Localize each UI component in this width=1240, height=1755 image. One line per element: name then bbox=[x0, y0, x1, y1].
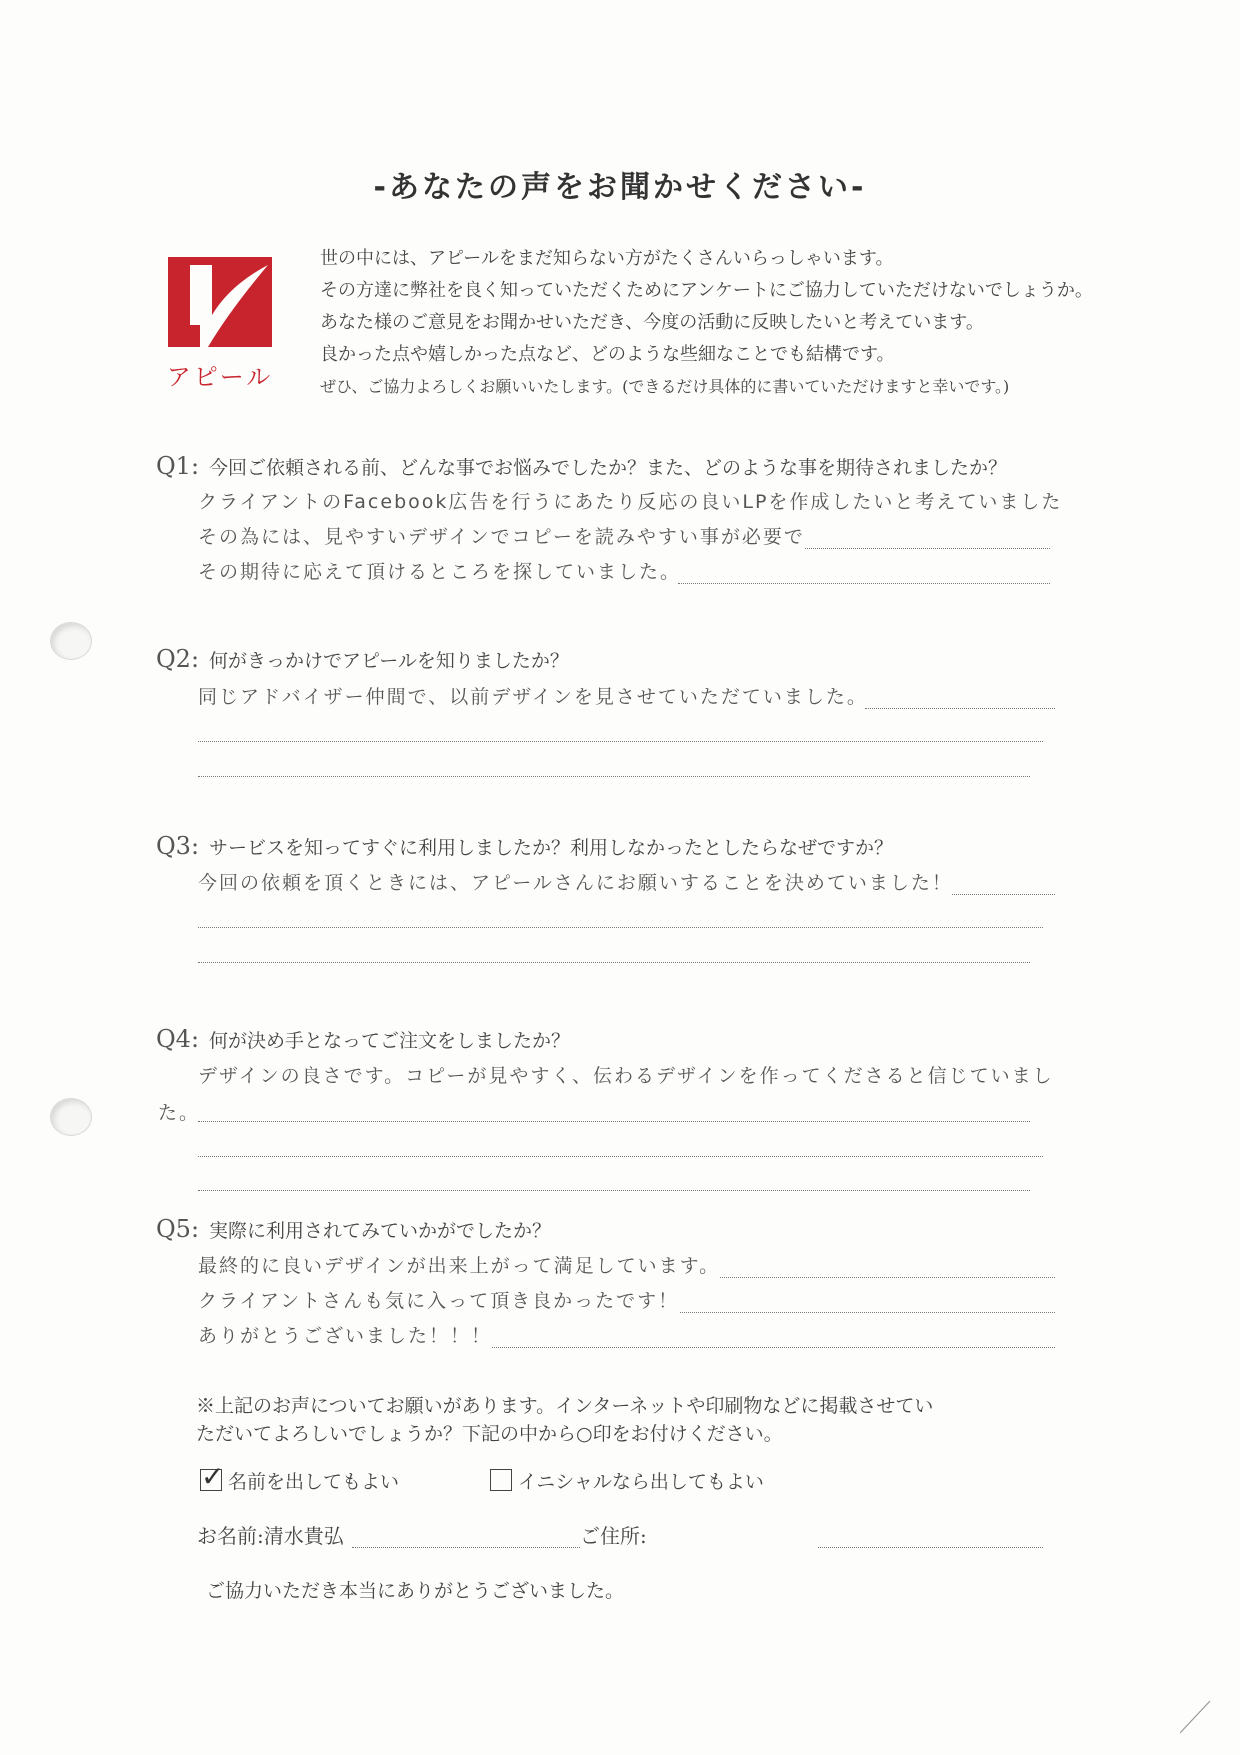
logo-mark-icon bbox=[160, 255, 280, 355]
checkbox-unchecked[interactable] bbox=[490, 1469, 512, 1491]
option-show-initials[interactable] bbox=[490, 1467, 764, 1494]
question-4 bbox=[156, 1025, 570, 1053]
question-5 bbox=[156, 1215, 551, 1243]
question-label: Q3: bbox=[156, 832, 200, 860]
option-label: イニシャルなら出してもよい bbox=[518, 1471, 764, 1493]
answer-underline bbox=[680, 1312, 1055, 1313]
page-corner-icon bbox=[1180, 1695, 1220, 1735]
answer-underline bbox=[198, 1121, 1030, 1122]
question-label: Q5: bbox=[156, 1215, 200, 1243]
answer-underline bbox=[198, 1156, 1043, 1157]
intro-line: あなた様のご意見をお聞かせいただき、今度の活動に反映したいと考えています。 bbox=[320, 312, 984, 333]
answer-line: その期待に応えて頂けるところを探していました。 bbox=[198, 561, 682, 583]
answer-line: 今回の依頼を頂くときには、アピールさんにお願いすることを決めていました！ bbox=[198, 872, 953, 894]
name-label: お名前: bbox=[197, 1524, 264, 1548]
checkbox-checked[interactable] bbox=[200, 1460, 225, 1493]
answer-line: その為には、見やすいデザインでコピーを読みやすい事が必要で bbox=[198, 526, 805, 548]
address-label: ご住所: bbox=[580, 1524, 647, 1548]
option-show-name[interactable] bbox=[200, 1460, 400, 1494]
intro-line: 世の中には、アピールをまだ知らない方がたくさんいらっしゃいます。 bbox=[320, 248, 894, 269]
page-title: -あなたの声をお聞かせください- bbox=[373, 170, 867, 205]
intro-paragraph bbox=[320, 243, 1200, 403]
question-text: 何がきっかけでアピールを知りましたか？ bbox=[209, 650, 569, 672]
answer-line: デザインの良さです。コピーが見やすく、伝わるデザインを作ってくださると信じていまし bbox=[198, 1065, 1054, 1087]
answer-underline bbox=[198, 927, 1043, 928]
question-text: 今回ご依頼される前、どんな事でお悩みでしたか？また、どのような事を期待されましたか？ bbox=[209, 457, 1008, 479]
question-text: サービスを知ってすぐに利用しましたか？利用しなかったとしたらなぜですか？ bbox=[209, 837, 894, 859]
intro-line: その方達に弊社を良く知っていただくためにアンケートにご協力していただけないでしょうか。 bbox=[320, 280, 1093, 301]
question-text: 実際に利用されてみていかがでしたか？ bbox=[209, 1220, 552, 1242]
address-field bbox=[580, 1520, 647, 1549]
note-line: ただいてよろしいでしょうか？下記の中から○印をお付けください。 bbox=[196, 1423, 783, 1445]
option-label: 名前を出してもよい bbox=[228, 1471, 400, 1493]
question-text: 何が決め手となってご注文をしましたか？ bbox=[209, 1030, 571, 1052]
note-line: ※上記のお声についてお願いがあります。インターネットや印刷物などに掲載させてい bbox=[196, 1395, 934, 1417]
question-3 bbox=[156, 832, 893, 860]
intro-line: ぜひ、ご協力よろしくお願いいたします。(できるだけ具体的に書いていただけますと幸いです。) bbox=[320, 377, 1010, 396]
question-2 bbox=[156, 645, 569, 673]
answer-line: た。 bbox=[158, 1102, 201, 1124]
question-label: Q4: bbox=[156, 1025, 200, 1053]
answer-underline bbox=[492, 1347, 1055, 1348]
answer-underline bbox=[678, 583, 1050, 584]
question-1 bbox=[156, 452, 1007, 480]
answer-line: ありがとうございました！！！ bbox=[198, 1325, 493, 1347]
company-logo bbox=[160, 255, 280, 395]
answer-underline bbox=[198, 776, 1030, 777]
punch-hole bbox=[50, 1098, 92, 1136]
name-field bbox=[197, 1520, 344, 1549]
address-underline bbox=[818, 1547, 1043, 1548]
permission-note bbox=[196, 1392, 996, 1448]
answer-underline bbox=[865, 708, 1055, 709]
logo-text: アピール bbox=[166, 363, 274, 391]
answer-underline bbox=[198, 962, 1030, 963]
question-label: Q1: bbox=[156, 452, 200, 480]
answer-line: クライアントのFacebook広告を行うにあたり反応の良いLPを作成したいと考えていました bbox=[198, 491, 1063, 513]
answer-line: 同じアドバイザー仲間で、以前デザインを見させていただていました。 bbox=[198, 686, 868, 708]
intro-line: 良かった点や嬉しかった点など、どのような些細なことでも結構です。 bbox=[320, 344, 895, 365]
answer-line: 最終的に良いデザインが出来上がって満足しています。 bbox=[198, 1255, 721, 1277]
thanks-message: ご協力いただき本当にありがとうございました。 bbox=[206, 1580, 625, 1602]
answer-underline bbox=[720, 1277, 1055, 1278]
answer-underline bbox=[198, 741, 1043, 742]
answer-underline bbox=[198, 1190, 1030, 1191]
question-label: Q2: bbox=[156, 645, 200, 673]
name-underline bbox=[352, 1547, 580, 1548]
punch-hole bbox=[50, 622, 92, 660]
answer-underline bbox=[805, 548, 1050, 549]
answer-line: クライアントさんも気に入って頂き良かったです！ bbox=[198, 1290, 680, 1312]
answer-underline bbox=[952, 894, 1055, 895]
name-value: 清水貴弘 bbox=[263, 1524, 344, 1548]
checkmark-icon: ✓ bbox=[201, 1460, 225, 1493]
